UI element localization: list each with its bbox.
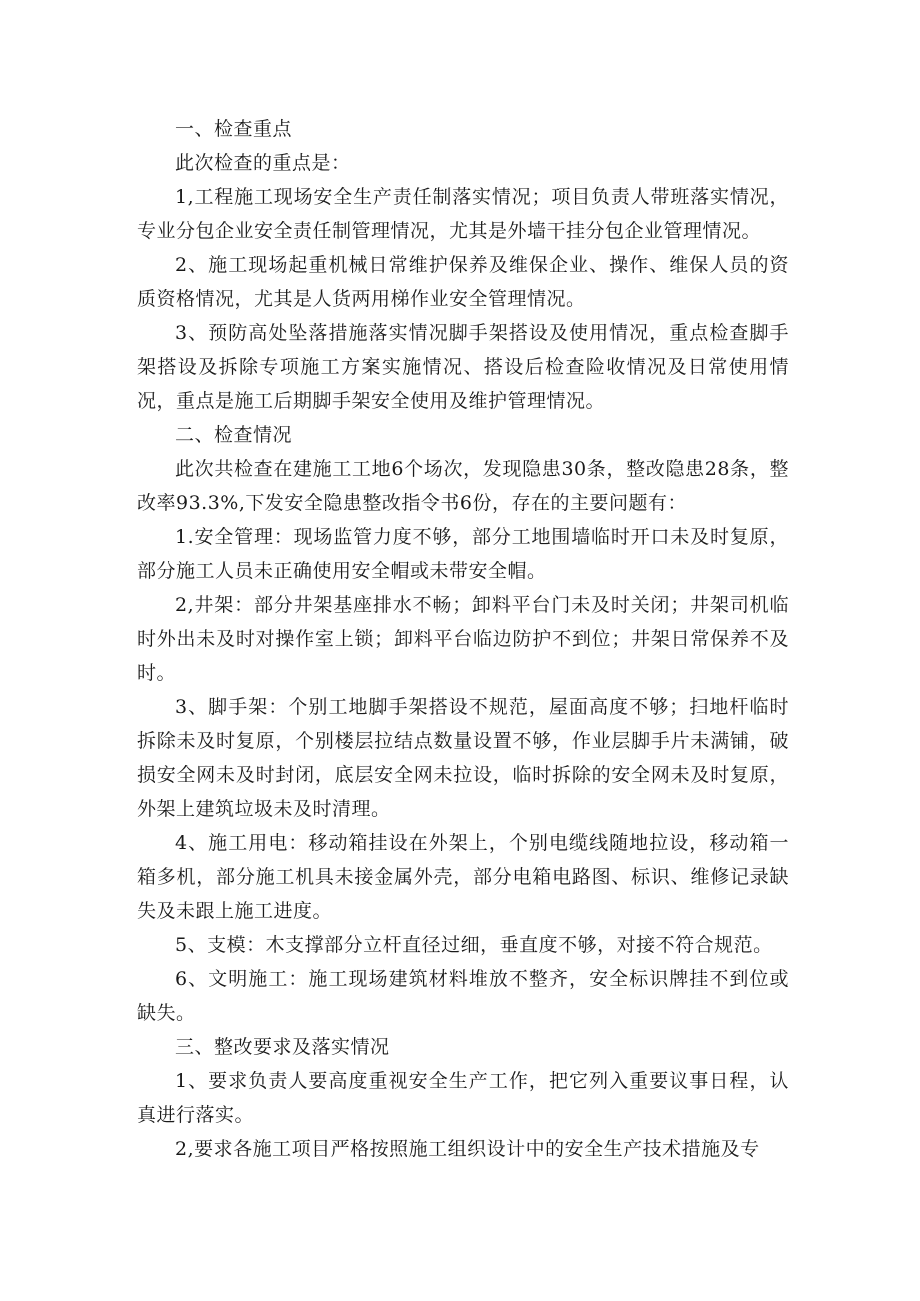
paragraph: 1,工程施工现场安全生产责任制落实情况；项目负责人带班落实情况，专业分包企业安全责任制管理情况，尤其是外墙干挂分包企业管理情况。 <box>137 186 789 242</box>
paragraph: 6、文明施工：施工现场建筑材料堆放不整齐，安全标识牌挂不到位或缺失。 <box>137 968 789 1024</box>
paragraph: 此次共检查在建施工工地6个场次，发现隐患30条，整改隐患28条，整改率93.3%,下发安全隐患整改指令书6份，存在的主要问题有： <box>137 458 789 514</box>
paragraph: 2,井架：部分井架基座排水不畅；卸料平台门未及时关闭；井架司机临时外出未及时对操作室上锁；卸料平台临边防护不到位；井架日常保养不及时。 <box>137 594 789 684</box>
paragraph: 1、要求负责人要高度重视安全生产工作，把它列入重要议事日程，认真进行落实。 <box>137 1070 789 1126</box>
section-heading-1: 一、检查重点 <box>175 118 293 140</box>
paragraph: 4、施工用电：移动箱挂设在外架上，个别电缆线随地拉设，移动箱一箱多机，部分施工机具未接金属外壳，部分电箱电路图、标识、维修记录缺失及未跟上施工进度。 <box>137 832 789 922</box>
section-heading-3: 三、整改要求及落实情况 <box>175 1036 390 1058</box>
document-body <box>137 112 789 1166</box>
paragraph: 2、施工现场起重机械日常维护保养及维保企业、操作、维保人员的资质资格情况，尤其是人货两用梯作业安全管理情况。 <box>137 254 789 310</box>
section-heading-2: 二、检查情况 <box>175 424 293 446</box>
paragraph: 3、脚手架：个别工地脚手架搭设不规范，屋面高度不够；扫地杆临时拆除未及时复原，个别楼层拉结点数量设置不够，作业层脚手片未满铺，破损安全网未及时封闭，底层安全网未拉设，临时拆除的安全网未及时复原，外架上建筑垃圾未及时清理。 <box>137 696 789 820</box>
paragraph: 此次检查的重点是： <box>175 152 351 174</box>
paragraph: 5、支模：木支撑部分立杆直径过细，垂直度不够，对接不符合规范。 <box>175 934 773 956</box>
paragraph: 1.安全管理：现场监管力度不够，部分工地围墙临时开口未及时复原，部分施工人员未正确使用安全帽或未带安全帽。 <box>137 526 789 582</box>
paragraph: 2,要求各施工项目严格按照施工组织设计中的安全生产技术措施及专 <box>175 1138 760 1160</box>
paragraph: 3、预防高处坠落措施落实情况脚手架搭设及使用情况，重点检查脚手架搭设及拆除专项施工方案实施情况、搭设后检查险收情况及日常使用情况，重点是施工后期脚手架安全使用及维护管理情况。 <box>137 322 789 412</box>
